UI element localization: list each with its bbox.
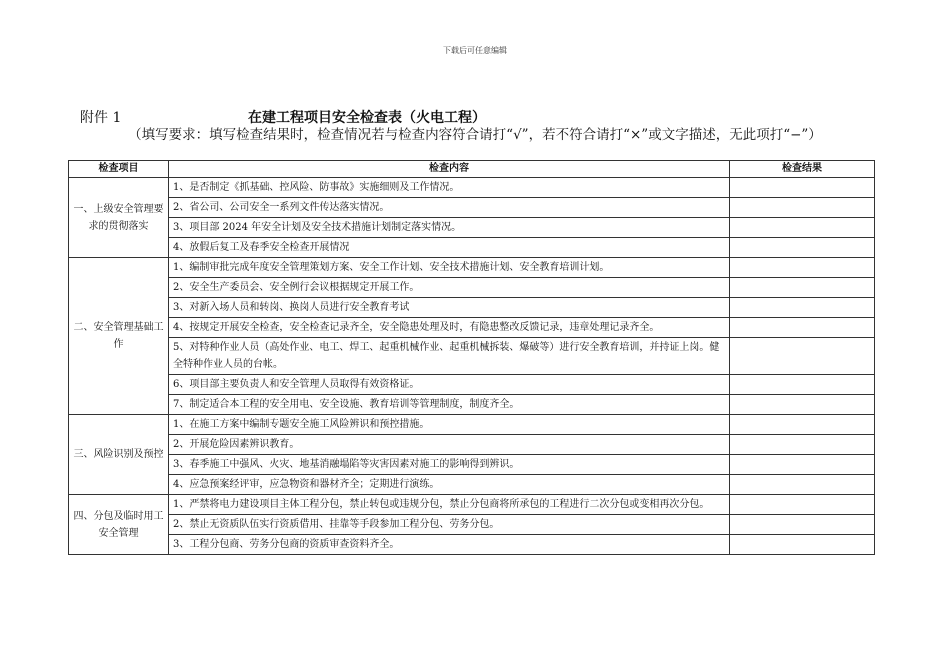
check-content: 1、是否制定《抓基础、控风险、防事故》实施细则及工作情况。 (169, 178, 730, 198)
table-row (69, 278, 875, 298)
check-content: 2、开展危险因素辨识教育。 (169, 435, 730, 455)
check-content: 1、编制审批完成年度安全管理策划方案、安全工作计划、安全技术措施计划、安全教育培训计划。 (169, 258, 730, 278)
table-row (69, 258, 875, 278)
check-content: 4、按规定开展安全检查，安全检查记录齐全，安全隐患处理及时，有隐患整改反馈记录，违章处理记录齐全。 (169, 318, 730, 338)
check-content: 6、项目部主要负责人和安全管理人员取得有效资格证。 (169, 375, 730, 395)
table-row (69, 475, 875, 495)
check-category: 三、风险识别及预控 (69, 415, 169, 495)
table-header-row (69, 161, 875, 178)
table-row (69, 218, 875, 238)
check-result-cell[interactable] (730, 278, 875, 298)
check-result-cell[interactable] (730, 455, 875, 475)
check-result-cell[interactable] (730, 298, 875, 318)
check-result-cell[interactable] (730, 338, 875, 375)
check-content: 1、严禁将电力建设项目主体工程分包，禁止转包或违规分包，禁止分包商将所承包的工程进行二次分包或变相再次分包。 (169, 495, 730, 515)
check-result-cell[interactable] (730, 198, 875, 218)
table-body (69, 178, 875, 555)
document-title: 在建工程项目安全检查表（火电工程） (248, 110, 486, 126)
table-row (69, 455, 875, 475)
check-result-cell[interactable] (730, 535, 875, 555)
attachment-label: 附件 1 (80, 110, 122, 126)
check-result-cell[interactable] (730, 258, 875, 278)
check-content: 4、放假后复工及春季安全检查开展情况 (169, 238, 730, 258)
check-content: 2、省公司、公司安全一系列文件传达落实情况。 (169, 198, 730, 218)
check-result-cell[interactable] (730, 435, 875, 455)
check-content: 3、工程分包商、劳务分包商的资质审查资料齐全。 (169, 535, 730, 555)
header-check-content: 检查内容 (169, 161, 730, 178)
title-line (80, 107, 880, 127)
header-check-item: 检查项目 (69, 161, 169, 178)
check-category: 二、安全管理基础工作 (69, 258, 169, 415)
check-content: 7、制定适合本工程的安全用电、安全设施、教育培训等管理制度，制度齐全。 (169, 395, 730, 415)
table-row (69, 435, 875, 455)
table-row (69, 338, 875, 375)
check-category: 一、上级安全管理要求的贯彻落实 (69, 178, 169, 258)
check-content: 1、在施工方案中编制专题安全施工风险辨识和预控措施。 (169, 415, 730, 435)
check-result-cell[interactable] (730, 515, 875, 535)
check-content: 3、项目部 2024 年安全计划及安全技术措施计划制定落实情况。 (169, 218, 730, 238)
header-check-result: 检查结果 (730, 161, 875, 178)
check-result-cell[interactable] (730, 495, 875, 515)
table-row (69, 375, 875, 395)
table-row (69, 178, 875, 198)
check-result-cell[interactable] (730, 238, 875, 258)
table-row (69, 318, 875, 338)
check-result-cell[interactable] (730, 395, 875, 415)
table-row (69, 415, 875, 435)
table-row (69, 198, 875, 218)
check-content: 4、应急预案经评审，应急物资和器材齐全；定期进行演练。 (169, 475, 730, 495)
check-content: 2、安全生产委员会、安全例行会议根据规定开展工作。 (169, 278, 730, 298)
header-note: 下载后可任意编辑 (443, 46, 507, 55)
check-content: 2、禁止无资质队伍实行资质借用、挂靠等手段参加工程分包、劳务分包。 (169, 515, 730, 535)
check-result-cell[interactable] (730, 415, 875, 435)
table-row (69, 495, 875, 515)
check-result-cell[interactable] (730, 318, 875, 338)
check-content: 3、春季施工中强风、火灾、地基消融塌陷等灾害因素对施工的影响得到辨识。 (169, 455, 730, 475)
fill-requirement: （填写要求：填写检查结果时，检查情况若与检查内容符合请打“√”，若不符合请打“×”或文字描述，无此项打“−”） (128, 127, 822, 143)
check-result-cell[interactable] (730, 178, 875, 198)
check-content: 3、对新入场人员和转岗、换岗人员进行安全教育考试 (169, 298, 730, 318)
check-result-cell[interactable] (730, 218, 875, 238)
table-row (69, 298, 875, 318)
inspection-table (68, 160, 875, 555)
table-row (69, 395, 875, 415)
table-row (69, 238, 875, 258)
check-result-cell[interactable] (730, 375, 875, 395)
table-row (69, 535, 875, 555)
table-row (69, 515, 875, 535)
check-category: 四、分包及临时用工安全管理 (69, 495, 169, 555)
check-content: 5、对特种作业人员（高处作业、电工、焊工、起重机械作业、起重机械拆装、爆破等）进行安全教育培训，并持证上岗。健全特种作业人员的台帐。 (169, 338, 730, 375)
check-result-cell[interactable] (730, 475, 875, 495)
